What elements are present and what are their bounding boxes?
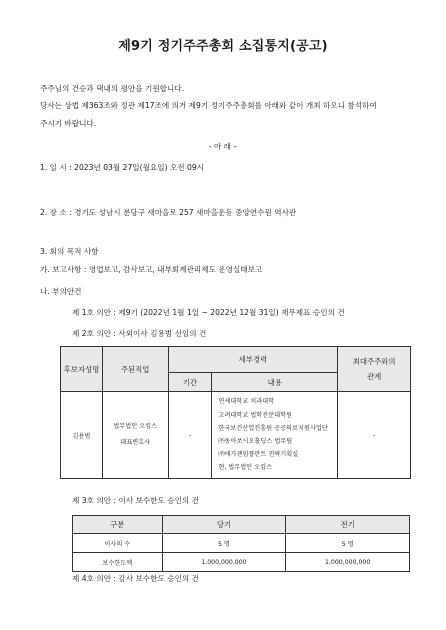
agenda-heading: 나. 부의안건	[40, 287, 82, 296]
intro-line-1: 당사는 상법 제363조와 정관 제17조에 의거 제9기 정기주주총회를 아래와 같이 개최 하오니 참석하여	[40, 101, 377, 110]
pay-row-previous: 5 명	[286, 534, 410, 553]
history-item: 연세대학교 치과대학	[218, 398, 275, 406]
pay-row-previous: 1,000,000,000	[286, 553, 410, 572]
history-item: ㈜에가젠임플란트 전략기획실	[218, 451, 299, 459]
greeting-text: 주주님의 건승과 댁내의 평안을 기원합니다.	[40, 84, 185, 93]
agenda-item-2: 제 2호 의안 : 사외이사 김용범 선임의 건	[72, 329, 207, 338]
occupation-line-1: 법무법인 오킴스	[113, 423, 158, 430]
director-pay-table	[72, 515, 410, 572]
pay-header-current: 당기	[162, 516, 286, 534]
history-item: 고려대학교 법학전문대학원	[218, 411, 293, 419]
header-relation-line-1: 최대주주와의	[352, 356, 396, 366]
pay-header-category: 구분	[73, 516, 163, 534]
meeting-purpose-heading: 3. 회의 목적 사항	[40, 247, 99, 256]
header-candidate-name: 후보자성명	[61, 347, 103, 392]
header-occupation: 주된직업	[102, 347, 168, 392]
header-relation-line-2: 관계	[367, 371, 382, 381]
page-title: 제9기 정기주주총회 소집통지(공고)	[118, 39, 328, 54]
candidate-occupation	[102, 392, 168, 479]
meeting-date: 1. 일 시 : 2023년 03월 27일(월요일) 오전 09시	[40, 163, 205, 172]
pay-row-label: 보수한도액	[73, 553, 163, 572]
occupation-line-2: 대표변호사	[120, 439, 151, 446]
history-item: ㈜동아쏘시오홀딩스 법무팀	[218, 438, 293, 445]
agenda-item-4: 제 4호 의안 : 감사 보수한도 승인의 건	[72, 574, 199, 583]
pay-row-current: 5 명	[162, 534, 286, 553]
history-item: 현, 법무법인 오킴스	[218, 464, 273, 472]
pay-header-previous: 전기	[286, 516, 410, 534]
career-history	[212, 392, 338, 479]
director-candidate-table	[60, 346, 411, 479]
header-period: 기간	[168, 373, 212, 392]
career-period: -	[168, 392, 212, 479]
header-relation	[338, 347, 411, 392]
meeting-place: 2. 장 소 : 경기도 성남시 분당구 새마을로 257 새마을운동 중앙연수원 역사관	[40, 208, 297, 217]
agenda-item-1: 제 1호 의안 : 제9기 (2022년 1월 1일 ~ 2022년 12월 31일) 재무제표 승인의 건	[72, 308, 345, 317]
pay-row-label: 이사의 수	[73, 534, 163, 553]
header-career: 세부경력	[168, 347, 338, 373]
candidate-relation: -	[338, 392, 411, 479]
candidate-name: 김용범	[61, 392, 103, 479]
pay-row-current: 1,000,000,000	[162, 553, 286, 572]
agenda-item-3: 제 3호 의안 : 이사 보수한도 승인의 건	[72, 496, 199, 505]
header-content: 내용	[212, 373, 338, 392]
below-marker: - 아 래 –	[208, 142, 238, 151]
history-item: 한국보건산업진흥원 공공의료지원사업단	[218, 424, 328, 432]
report-items: 가. 보고사항 : 영업보고, 감사보고, 내부회계관리제도 운영실태보고	[40, 265, 263, 274]
intro-line-2: 주시기 바랍니다.	[40, 119, 97, 128]
